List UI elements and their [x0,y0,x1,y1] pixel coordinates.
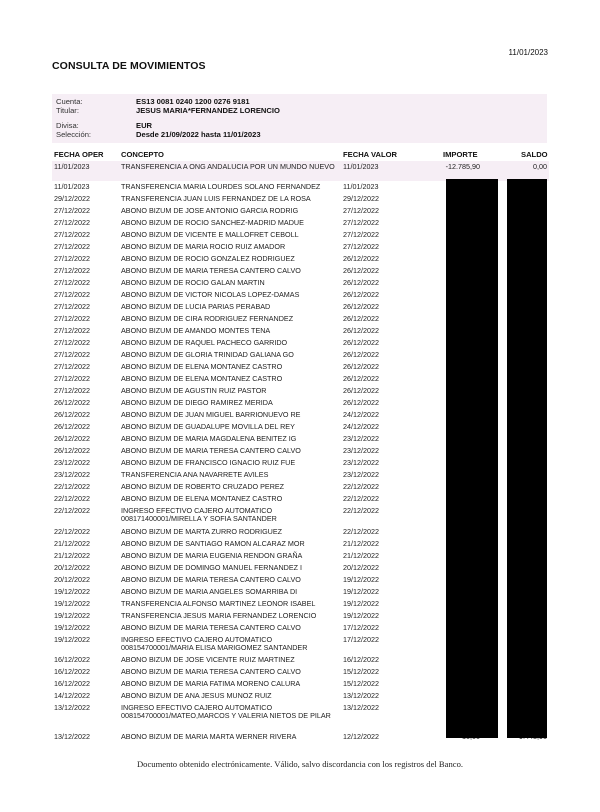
cell-concepto: ABONO BIZUM DE ELENA MONTANEZ CASTRO [121,494,283,504]
divisa-label: Divisa: [56,121,79,130]
cell-fecha-valor: 26/12/2022 [343,338,379,348]
cell-importe: -12.785,90 [445,161,480,171]
cell-fecha-valor: 19/12/2022 [343,598,379,608]
cell-concepto: TRANSFERENCIA A ONG ANDALUCIA POR UN MUNDO NUEVO [121,161,335,171]
cell-fecha-valor: 27/12/2022 [343,206,379,216]
cell-fecha-valor: 15/12/2022 [343,679,379,689]
cell-fecha-valor: 19/12/2022 [343,610,379,620]
cuenta-value: ES13 0081 0240 1200 0276 9181 [136,97,250,106]
cell-fecha-oper: 16/12/2022 [54,667,90,677]
cell-concepto: ABONO BIZUM DE MARIA ROCIO RUIZ AMADOR [121,242,286,252]
cell-fecha-oper: 29/12/2022 [54,194,90,204]
cell-fecha-valor: 26/12/2022 [343,290,379,300]
cell-concepto: INGRESO EFECTIVO CAJERO AUTOMATICO 008171400001/MIRELLA Y SOFIA SANTANDER [121,506,277,524]
cell-concepto: INGRESO EFECTIVO CAJERO AUTOMATICO 008154700001/MARIA ELISA MARIGOMEZ SANTANDER [121,634,308,652]
cell-fecha-oper: 27/12/2022 [54,338,90,348]
cell-concepto: ABONO BIZUM DE MARIA ANGELES SOMARRIBA DI [121,586,298,596]
cell-concepto: ABONO BIZUM DE MARIA TERESA CANTERO CALVO [121,574,301,584]
cell-fecha-valor: 12/12/2022 [343,731,379,741]
cell-fecha-valor: 26/12/2022 [343,254,379,264]
cell-concepto: ABONO BIZUM DE ROCIO GONZALEZ RODRIGUEZ [121,254,295,264]
seleccion-label: Selección: [56,130,92,139]
cell-fecha-oper: 27/12/2022 [54,218,90,228]
titular-label: Titular: [56,106,79,115]
cell-fecha-valor: 17/12/2022 [343,622,379,632]
cell-concepto: ABONO BIZUM DE MARIA MAGDALENA BENITEZ IG [121,434,297,444]
cell-fecha-valor: 26/12/2022 [343,386,379,396]
cell-concepto: ABONO BIZUM DE AMANDO MONTES TENA [121,326,271,336]
col-fecha-oper: FECHA OPER [54,150,104,159]
cell-fecha-valor: 26/12/2022 [343,374,379,384]
cell-fecha-oper: 27/12/2022 [54,290,90,300]
cell-fecha-oper: 26/12/2022 [54,434,90,444]
cell-fecha-valor: 26/12/2022 [343,302,379,312]
cell-fecha-oper: 19/12/2022 [54,610,90,620]
cell-fecha-valor: 24/12/2022 [343,422,379,432]
cell-fecha-oper: 27/12/2022 [54,266,90,276]
cell-fecha-oper: 26/12/2022 [54,422,90,432]
cell-fecha-oper: 21/12/2022 [54,550,90,560]
titular-value: JESUS MARIA*FERNANDEZ LORENCIO [136,106,280,115]
cell-concepto: ABONO BIZUM DE ROCIO SANCHEZ-MADRID MADUE [121,218,304,228]
cell-fecha-oper: 13/12/2022 [54,731,90,741]
cell-concepto: ABONO BIZUM DE MARIA EUGENIA RENDON GRAÑA [121,550,303,560]
cell-fecha-valor: 27/12/2022 [343,242,379,252]
footer-note: Documento obtenido electrónicamente. Válido, salvo discordancia con los registros del Banco. [136,759,464,769]
cell-concepto: ABONO BIZUM DE GLORIA TRINIDAD GALIANA GO [121,350,294,360]
cell-concepto: ABONO BIZUM DE ROBERTO CRUZADO PEREZ [121,482,285,492]
cell-concepto: ABONO BIZUM DE SANTIAGO RAMON ALCARAZ MOR [121,538,305,548]
cell-concepto: INGRESO EFECTIVO CAJERO AUTOMATICO 008154700001/MATEO,MARCOS Y VALERIA NIETOS DE PILAR [121,703,331,721]
cell-concepto: ABONO BIZUM DE AGUSTIN RUIZ PASTOR [121,386,267,396]
cell-fecha-oper: 27/12/2022 [54,254,90,264]
cell-fecha-oper: 27/12/2022 [54,350,90,360]
cell-concepto: ABONO BIZUM DE CIRA RODRIGUEZ FERNANDEZ [121,314,294,324]
cell-concepto: ABONO BIZUM DE GUADALUPE MOVILLA DEL REY [121,422,295,432]
cell-fecha-valor: 23/12/2022 [343,434,379,444]
cell-fecha-oper: 27/12/2022 [54,314,90,324]
cell-fecha-valor: 17/12/2022 [343,634,379,644]
cell-fecha-valor: 11/01/2023 [343,161,379,171]
cell-concepto: ABONO BIZUM DE MARIA TERESA CANTERO CALVO [121,446,301,456]
redaction-bar-importe [446,179,498,738]
cell-fecha-oper: 14/12/2022 [54,691,90,701]
col-saldo: SALDO [521,150,548,159]
account-info-box [52,94,547,143]
cell-fecha-oper: 20/12/2022 [54,562,90,572]
cell-fecha-oper: 27/12/2022 [54,230,90,240]
cell-concepto: ABONO BIZUM DE MARIA FATIMA MORENO CALURA [121,679,301,689]
table-header [52,150,549,161]
cell-fecha-oper: 20/12/2022 [54,574,90,584]
cell-fecha-oper: 13/12/2022 [54,703,90,713]
cell-concepto: ABONO BIZUM DE RAQUEL PACHECO GARRIDO [121,338,288,348]
cell-fecha-valor: 24/12/2022 [343,410,379,420]
cell-fecha-valor: 22/12/2022 [343,526,379,536]
cell-fecha-oper: 27/12/2022 [54,206,90,216]
col-importe: IMPORTE [443,150,478,159]
cell-fecha-oper: 27/12/2022 [54,326,90,336]
cell-fecha-oper: 19/12/2022 [54,586,90,596]
cell-fecha-valor: 26/12/2022 [343,350,379,360]
cell-fecha-oper: 27/12/2022 [54,278,90,288]
cell-fecha-oper: 23/12/2022 [54,470,90,480]
cell-fecha-valor: 21/12/2022 [343,550,379,560]
cell-concepto: ABONO BIZUM DE ROCIO GALAN MARTIN [121,278,265,288]
cell-concepto: ABONO BIZUM DE JUAN MIGUEL BARRIONUEVO RE [121,410,301,420]
cell-fecha-valor: 22/12/2022 [343,506,379,516]
cell-fecha-oper: 27/12/2022 [54,362,90,372]
cell-fecha-valor: 26/12/2022 [343,278,379,288]
cell-fecha-valor: 26/12/2022 [343,398,379,408]
cell-fecha-oper: 22/12/2022 [54,482,90,492]
cell-concepto: ABONO BIZUM DE JOSE ANTONIO GARCIA RODRIG [121,206,299,216]
cell-fecha-oper: 21/12/2022 [54,538,90,548]
cell-fecha-valor: 26/12/2022 [343,314,379,324]
cell-fecha-oper: 27/12/2022 [54,242,90,252]
cell-fecha-oper: 16/12/2022 [54,655,90,665]
cell-fecha-valor: 20/12/2022 [343,562,379,572]
cell-fecha-valor: 21/12/2022 [343,538,379,548]
cell-fecha-oper: 27/12/2022 [54,374,90,384]
cell-fecha-oper: 22/12/2022 [54,506,90,516]
cell-concepto: ABONO BIZUM DE ELENA MONTANEZ CASTRO [121,374,283,384]
cell-fecha-oper: 11/01/2023 [54,182,90,192]
cell-fecha-oper: 26/12/2022 [54,398,90,408]
cell-fecha-valor: 26/12/2022 [343,362,379,372]
cell-fecha-oper: 23/12/2022 [54,458,90,468]
cell-concepto: ABONO BIZUM DE LUCIA PARIAS PERABAD [121,302,271,312]
cell-fecha-oper: 26/12/2022 [54,446,90,456]
cell-concepto: TRANSFERENCIA JESUS MARIA FERNANDEZ LORENCIO [121,610,317,620]
cell-saldo: 0,00 [533,161,547,171]
cell-concepto: ABONO BIZUM DE MARIA TERESA CANTERO CALVO [121,266,301,276]
cell-concepto: ABONO BIZUM DE ELENA MONTANEZ CASTRO [121,362,283,372]
cell-fecha-oper: 27/12/2022 [54,386,90,396]
cell-fecha-valor: 11/01/2023 [343,182,379,192]
seleccion-value: Desde 21/09/2022 hasta 11/01/2023 [136,130,261,139]
cell-fecha-oper: 22/12/2022 [54,526,90,536]
cell-fecha-valor: 19/12/2022 [343,574,379,584]
cell-fecha-valor: 27/12/2022 [343,218,379,228]
cell-fecha-valor: 23/12/2022 [343,446,379,456]
cell-concepto: ABONO BIZUM DE ANA JESUS MUNOZ RUIZ [121,691,272,701]
cell-fecha-valor: 15/12/2022 [343,667,379,677]
cell-fecha-valor: 22/12/2022 [343,494,379,504]
cell-concepto: ABONO BIZUM DE DOMINGO MANUEL FERNANDEZ I [121,562,303,572]
cell-fecha-oper: 19/12/2022 [54,622,90,632]
cell-fecha-valor: 23/12/2022 [343,470,379,480]
document-date: 11/01/2023 [508,48,548,57]
cell-fecha-valor: 13/12/2022 [343,691,379,701]
cell-fecha-valor: 26/12/2022 [343,326,379,336]
divisa-value: EUR [136,121,153,130]
cell-concepto: TRANSFERENCIA MARIA LOURDES SOLANO FERNANDEZ [121,182,321,192]
cuenta-label: Cuenta: [56,97,83,106]
cell-fecha-oper: 19/12/2022 [54,598,90,608]
cell-concepto: ABONO BIZUM DE MARIA TERESA CANTERO CALVO [121,622,301,632]
cell-concepto: TRANSFERENCIA JUAN LUIS FERNANDEZ DE LA ROSA [121,194,311,204]
cell-fecha-valor: 29/12/2022 [343,194,379,204]
page-title: CONSULTA DE MOVIMIENTOS [52,60,206,72]
cell-concepto: ABONO BIZUM DE VICENTE E MALLOFRET CEBOLL [121,230,299,240]
cell-concepto: ABONO BIZUM DE MARTA ZURRO RODRIGUEZ [121,526,283,536]
cell-fecha-valor: 27/12/2022 [343,230,379,240]
cell-concepto: ABONO BIZUM DE MARIA TERESA CANTERO CALVO [121,667,301,677]
cell-concepto: TRANSFERENCIA ALFONSO MARTINEZ LEONOR ISABEL [121,598,316,608]
redaction-bar-saldo [507,179,547,738]
cell-fecha-oper: 11/01/2023 [54,161,90,171]
cell-fecha-valor: 22/12/2022 [343,482,379,492]
cell-fecha-oper: 22/12/2022 [54,494,90,504]
cell-fecha-oper: 19/12/2022 [54,634,90,644]
cell-fecha-valor: 26/12/2022 [343,266,379,276]
col-fecha-valor: FECHA VALOR [343,150,397,159]
cell-fecha-oper: 16/12/2022 [54,679,90,689]
cell-concepto: TRANSFERENCIA ANA NAVARRETE AVILES [121,470,269,480]
cell-fecha-valor: 16/12/2022 [343,655,379,665]
cell-fecha-oper: 27/12/2022 [54,302,90,312]
cell-concepto: ABONO BIZUM DE JOSE VICENTE RUIZ MARTINEZ [121,655,295,665]
cell-concepto: ABONO BIZUM DE VICTOR NICOLAS LOPEZ-DAMAS [121,290,300,300]
cell-fecha-oper: 26/12/2022 [54,410,90,420]
col-concepto: CONCEPTO [121,150,164,159]
cell-concepto: ABONO BIZUM DE FRANCISCO IGNACIO RUIZ FUE [121,458,296,468]
cell-fecha-valor: 23/12/2022 [343,458,379,468]
cell-fecha-valor: 13/12/2022 [343,703,379,713]
cell-concepto: ABONO BIZUM DE MARIA MARTA WERNER RIVERA [121,731,297,741]
cell-fecha-valor: 19/12/2022 [343,586,379,596]
cell-concepto: ABONO BIZUM DE DIEGO RAMIREZ MERIDA [121,398,273,408]
